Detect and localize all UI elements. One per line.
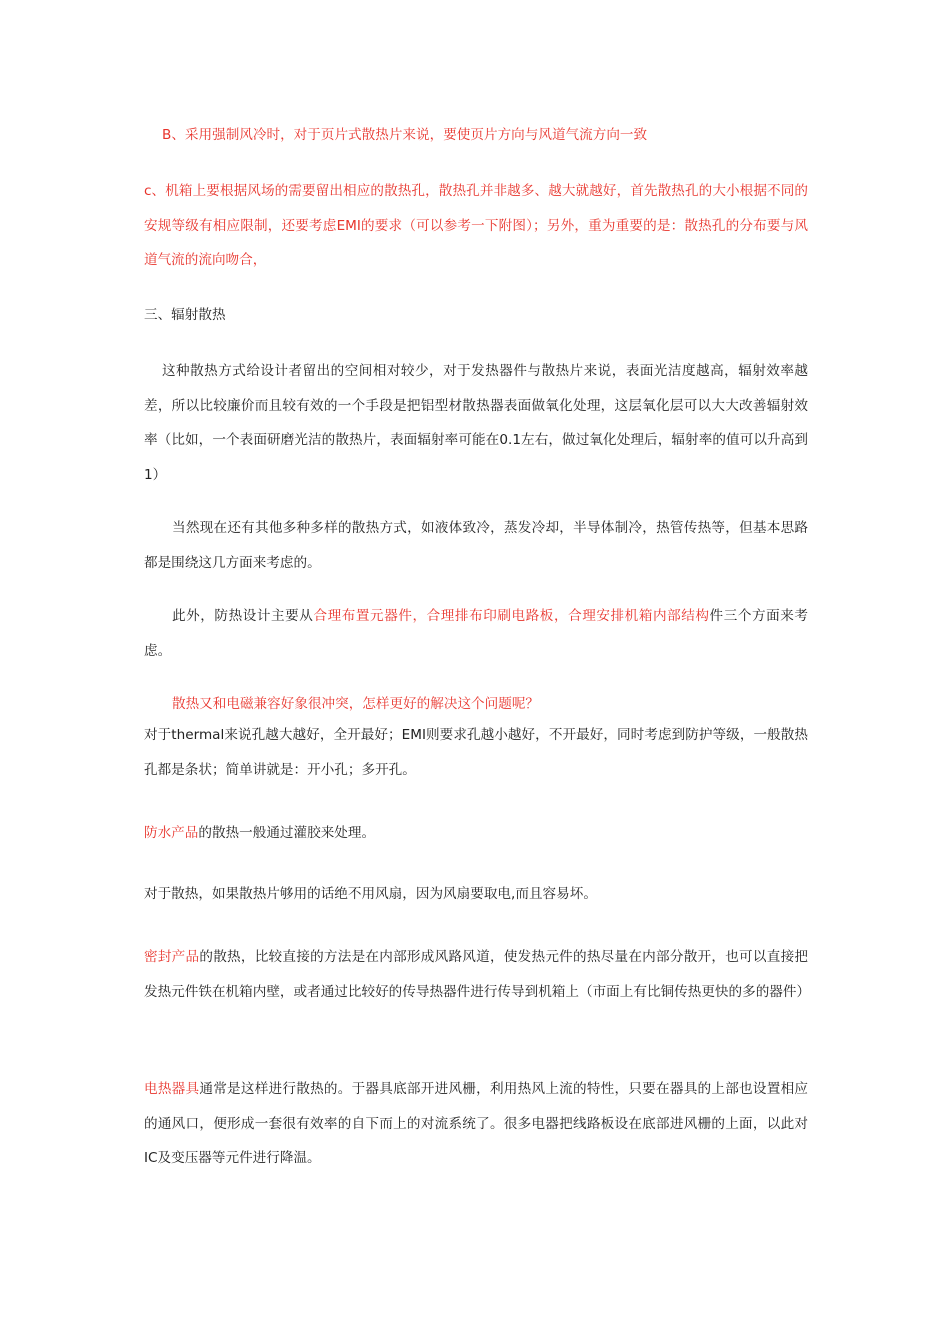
paragraph-fan-usage	[144, 877, 808, 912]
paragraph-sealed-products	[144, 940, 811, 1009]
paragraph-forced-air-cooling	[162, 118, 808, 153]
body-text: 对于thermal来说孔越大越好，全开最好；EMI则要求孔越小越好，不开最好，同时考虑到防护等级，一般散热孔都是条状；简单讲就是：开小孔；多开孔。	[144, 727, 808, 778]
body-text: 当然现在还有其他多种多样的散热方式，如液体致冷，蒸发冷却，半导体制冷，热管传热等，但基本思路都是围绕这几方面来考虑的。	[144, 520, 808, 571]
highlighted-text: 电热器具	[144, 1081, 200, 1097]
body-text: 这种散热方式给设计者留出的空间相对较少，对于发热器件与散热片来说，表面光洁度越高，辐射效率越差，所以比较廉价而且较有效的一个手段是把铝型材散热器表面做氧化处理，这层氧化层可以大大改善辐射效率（比如，一个表面研磨光洁的散热片，表面辐射率可能在0.1左右，做过氧化处理后，辐射率的值可以升高到1）	[144, 363, 808, 483]
highlighted-text: 防水产品	[144, 825, 199, 841]
highlighted-text: c、机箱上要根据风场的需要留出相应的散热孔，散热孔并非越多、越大就越好，首先散热孔的大小根据不同的安规等级有相应限制，还要考虑EMI的要求（可以参考一下附图）；另外，重为重要的是：散热孔的分布要与风道气流的流向吻合，	[144, 183, 808, 268]
highlighted-text: 合理布置元器件，合理排布印刷电路板，合理安排机箱内部结构	[313, 608, 710, 624]
paragraph-radiation-cooling	[144, 354, 808, 492]
paragraph-electric-heaters	[144, 1072, 808, 1176]
highlighted-text: 密封产品	[144, 949, 200, 965]
body-text: 的散热一般通过灌胶来处理。	[198, 825, 376, 841]
body-text: 对于散热，如果散热片够用的话绝不用风扇，因为风扇要取电,而且容易坏。	[144, 886, 597, 902]
highlighted-text: 散热又和电磁兼容好象很冲突，怎样更好的解决这个问题呢？	[172, 696, 540, 712]
paragraph-vent-holes	[144, 174, 808, 278]
body-text: 三、辐射散热	[144, 307, 226, 323]
body-text: 此外，防热设计主要从	[172, 608, 314, 624]
section-heading-radiation	[144, 298, 808, 333]
paragraph-other-methods	[144, 511, 808, 580]
paragraph-emc-question	[144, 687, 808, 722]
highlighted-text: B、采用强制风冷时，对于页片式散热片来说，要使页片方向与风道气流方向一致	[162, 127, 648, 143]
body-text: 件三个方面来考虑。	[144, 608, 809, 659]
paragraph-thermal-vs-emi	[144, 718, 808, 787]
body-text: 的散热，比较直接的方法是在内部形成风路风道，使发热元件的热尽量在内部分散开，也可以直接把发热元件铁在机箱内壁，或者通过比较好的传导热器件进行传导到机箱上（市面上有比铜传热更快的多的器件）	[144, 949, 811, 1000]
paragraph-waterproof	[144, 816, 808, 851]
body-text: 通常是这样进行散热的。于器具底部开进风栅，利用热风上流的特性，只要在器具的上部也设置相应的通风口，便形成一套很有效率的自下而上的对流系统了。很多电器把线路板设在底部进风栅的上面，以此对IC及变压器等元件进行降温。	[144, 1081, 809, 1166]
paragraph-thermal-design	[144, 599, 808, 668]
